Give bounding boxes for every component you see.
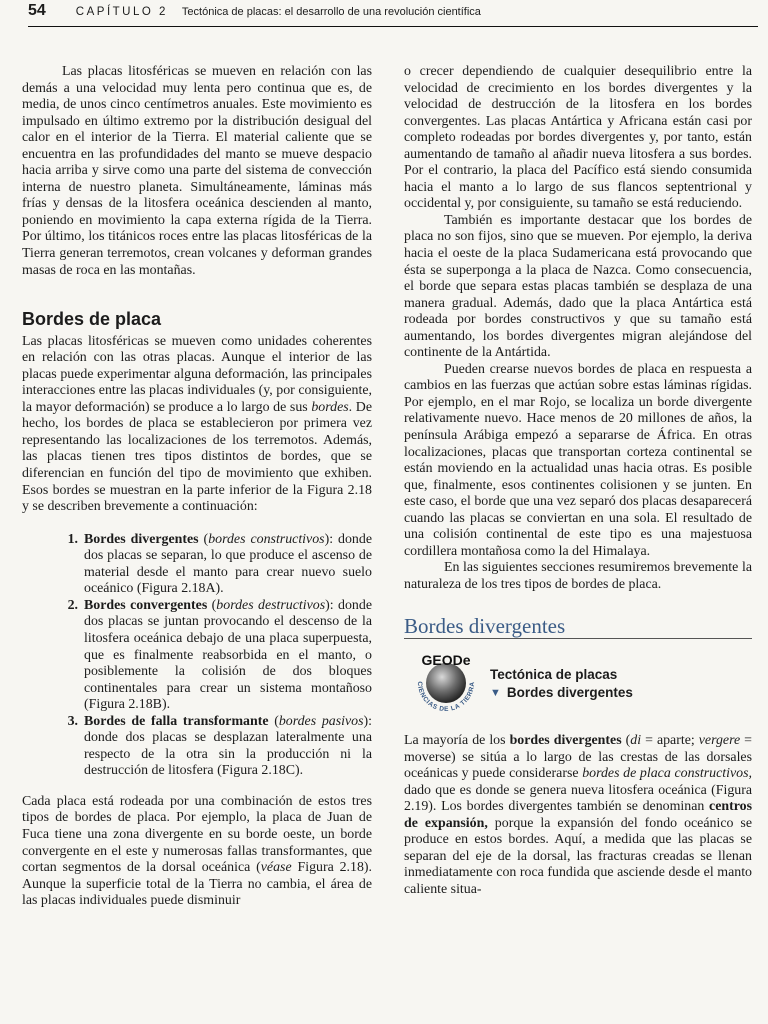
- continued-paragraph: o crecer dependiendo de cualquier desequilibrio entre la velocidad de crecimiento en los bordes divergentes y la velocidad de destrucción de la litosfera en los bordes convergentes. Las placas Antártica y Africana están casi por completo rodeadas por bordes divergentes y, por tanto, están aumentando de tamaño al añadir nueva litosfera a sus bordes. Por el contrario, la placa del Pacífico está siendo consumida hacia el manto a lo largo de sus flancos septentrional y occidental y, por consiguiente, su tamaño se está reduciendo.: [404, 64, 752, 212]
- major-section-heading: Bordes divergentes: [404, 618, 752, 640]
- divergent-paragraph: La mayoría de los bordes divergentes (di = aparte; vergere = moverse) se sitúa a lo largo de las crestas de las dorsales oceánicas y puede considerarse bordes de placa constructivos, dado que es donde se genera nueva litosfera oceánica (Figura 2.19). Los bordes divergentes también se denominan centros de expansión, porque la expansión del fondo oceánico se produce en estos bordes. Aquí, a medida que las placas se separan del eje de la dorsal, las fracturas creadas se llenan inmediatamente con roca fundida que asciende desde el manto caliente situa-: [404, 733, 753, 897]
- running-header: [28, 2, 758, 27]
- paragraph: Pueden crearse nuevos bordes de placa en respuesta a cambios en las fuerzas que actúan sobre estas láminas rígidas. Por ejemplo, en el mar Rojo, se localiza un borde divergente relativamente nuevo. Hace menos de 20 millones de años, la península Arábiga empezó a separarse de África. En otras localizaciones, placas que transportan corteza continental se están moviendo en la actualidad unas hacia otras. Es posible que, finalmente, esos continentes colisionen y se junten. En este caso, el borde que una vez separó dos placas desaparecerá cuando las placas se conviertan en una sola. El resultado de una colisión continental de este tipo es una majestuosa cordillera montañosa como la del Himalaya.: [404, 361, 752, 559]
- geode-callout: [404, 649, 752, 719]
- page-number: 54: [28, 2, 46, 19]
- boundary-types-list: [22, 532, 372, 780]
- list-item: 1. Bordes divergentes (bordes constructivos): donde dos placas se separan, lo que produce el ascenso de material desde el manto para crear nuevo suelo oceánico (Figura 2.18A).: [67, 531, 372, 597]
- section-heading: Bordes de placa: [22, 309, 162, 330]
- paragraph: En las siguientes secciones resumiremos brevemente la naturaleza de los tres tipos de bordes de placa.: [404, 560, 752, 592]
- svg-text:GEODe: GEODe: [421, 652, 471, 669]
- geode-topic: Tectónica de placas: [490, 667, 618, 683]
- geode-subtopic: Bordes divergentes: [506, 685, 633, 701]
- left-column: [22, 64, 372, 910]
- paragraph: También es importante destacar que los bordes de placa no son fijos, sino que se mueven. Por ejemplo, la deriva hacia el oeste de la placa Sudamericana está provocando que ésta se superponga a la placa de Nazca. Como consecuencia, el borde que separa estas placas también se desplaza de una manera gradual. Además, dado que la placa Antártica está rodeada por bordes constructivos y que su tamaño está aumentando, los bordes divergentes migran alejándose del continente de la Antártida.: [404, 212, 752, 361]
- section-paragraph: Las placas litosféricas se mueven como unidades coherentes en relación con las otras placas. Aunque el interior de las placas puede experimentar alguna deformación, las principales interacciones entre las placas individuales (y, por consiguiente, la mayor deformación) se produce a lo largo de sus bordes. De hecho, los bordes de placa se establecieron por primera vez representando las localizaciones de los terremotos. Además, las placas tienen tres tipos distintos de bordes, que se diferencian en función del tipo de movimiento que exhiben. Esos bordes se muestran en la parte inferior de la Figura 2.18 y se describen brevemente a continuación:: [22, 333, 372, 515]
- list-item: 3. Bordes de falla transformante (bordes pasivos): donde dos placas se desplazan lateralmente una respecto de la otra sin la producción ni la destrucción de litosfera (Figura 2.18C).: [67, 713, 372, 779]
- geode-logo-icon: [404, 649, 488, 719]
- svg-text:CIENCIAS DE LA TIERRA: CIENCIAS DE LA TIERRA: [415, 681, 477, 714]
- triangle-down-icon: ▼: [490, 687, 501, 700]
- chapter-label: CAPÍTULO 2: [75, 6, 168, 18]
- list-item: 2. Bordes convergentes (bordes destructivos): donde dos placas se juntan provocando el descenso de la litosfera oceánica debajo de una placa superpuesta, que es finalmente reabsorbida en el manto, o posiblemente la colisión de dos bloques continentales para crear un sistema montañoso (Figura 2.18B).: [67, 597, 372, 713]
- intro-paragraph: Las placas litosféricas se mueven en relación con las demás a una velocidad muy lenta pero continua que es, de media, de unos cinco centímetros anuales. Este movimiento es impulsado en último extremo por la distribución desigual del calor en el interior de la Tierra. El material caliente que se encuentra en las profundidades del manto se mueve despacio hacia arriba y sirve como una parte del sistema de convección interna de nuestro planeta. Simultáneamente, láminas más frías y densas de la litosfera oceánica descienden al manto, poniendo en movimiento la capa externa rígida de la Tierra. Por último, los titánicos roces entre las placas litosféricas de la Tierra generan terremotos, crean volcanes y deforman grandes masas de roca en las montañas.: [22, 64, 372, 278]
- right-column: [404, 64, 752, 899]
- closing-paragraph: Cada placa está rodeada por una combinación de estos tres tipos de bordes de placa. Por ejemplo, la placa de Juan de Fuca tiene una zona divergente en su borde oeste, un borde convergente en el este y numerosas fallas transformantes, que cortan segmentos de la dorsal oceánica (véase Figura 2.18). Aunque la superficie total de la Tierra no cambia, el área de las placas individuales puede disminuir: [22, 793, 373, 909]
- chapter-title: Tectónica de placas: el desarrollo de una revolución científica: [181, 6, 481, 18]
